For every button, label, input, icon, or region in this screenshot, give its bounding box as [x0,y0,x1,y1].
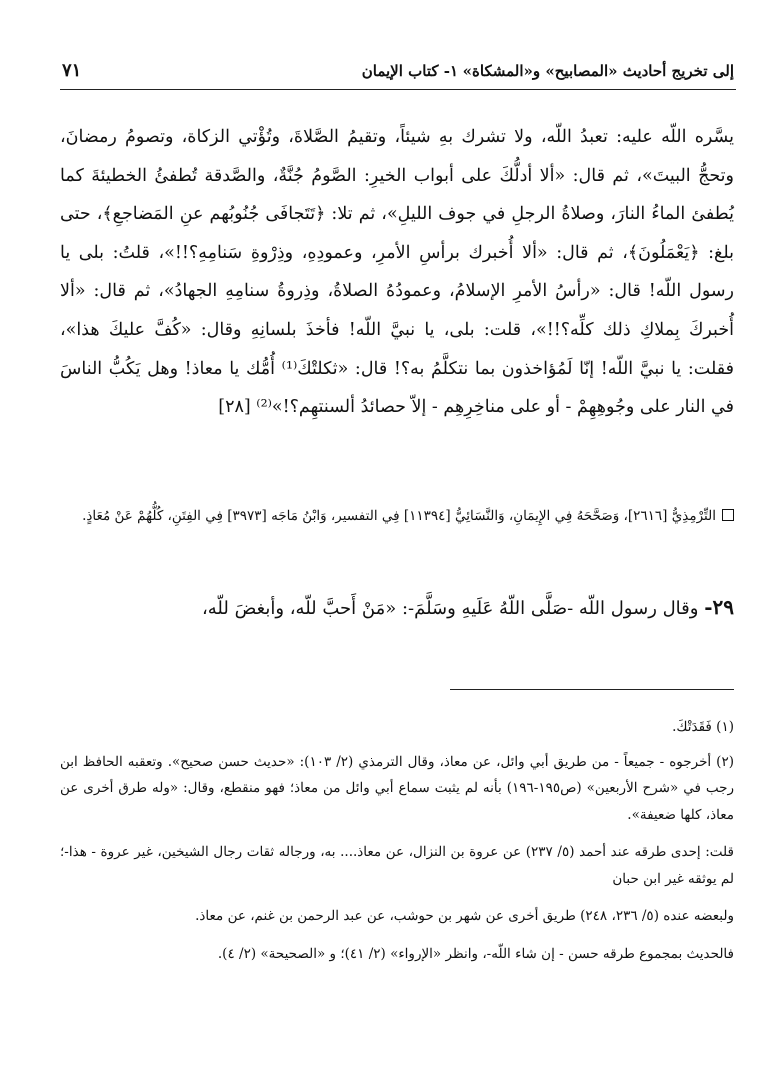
book-title: إلى تخريج أحاديث «المصابيح» و«المشكاة» [462,62,734,80]
running-header [62,60,734,86]
footnote-2-note-b: ولبعضه عنده (٥/ ٢٣٦، ٢٤٨) طريق أخرى عن شهر بن حوشب، عن عبد الرحمن بن غنم، عن معاذ. [195,908,734,924]
hadith-29 [60,590,734,626]
page-number: ٧١ [62,60,82,81]
footnote-2-note-a: قلت: إحدى طرقه عند أحمد (٥/ ٢٣٧) عن عروة بن النزال، عن معاذ.... به، ورجاله ثقات رجال الشيخين، غير عروة - هذا-؛ لم يوثقه غير ابن حبان [60,844,734,887]
main-text [60,118,734,427]
footnote-divider [450,689,734,690]
chapter-title: ١- كتاب الإيمان [361,62,458,80]
footnote-1: (١) فَقَدَتْكَ. [672,719,734,735]
source-note [60,502,734,530]
footnote-2-note-c: فالحديث بمجموع طرقه حسن - إن شاء اللّه-، وانظر «الإرواء» (٢/ ٤١)؛ و «الصحيحة» (٢/ ٤). [217,945,734,962]
source-note-text: التِّرْمِذِيُّ [٢٦١٦]، وَصَحَّحَهُ فِي الإِيمَانِ، وَالنَّسَائِيُّ [١١٣٩٤] فِي التفسير، وَابْنُ مَاجَه [٣٩٧٣] فِي الفِتَنِ، كُلُّهُمْ عَنْ مُعَاذٍ. [82,508,716,524]
footnotes [60,714,734,978]
square-bullet-icon [722,509,734,521]
hadith-number: ٢٩- [704,595,734,619]
footnote-2: (٢) أخرجوه - جميعاً - من طريق أبي وائل، عن معاذ، وقال الترمذي (٢/ ١٠٣): «حديث حسن صحيح». وتعقبه الحافظ ابن رجب في «شرح الأربعين» (ص١٩٥-١٩٦) بأنه لم يثبت سماع أبي وائل من معاذ؛ فهو منقطع، وقال: «وله طرق أخرى عن معاذ، كلها ضعيفة». [60,753,734,823]
header-divider [60,89,736,90]
hadith-29-text: وقال رسول اللّه -صَلَّى اللّهُ عَلَيهِ وسَلَّمَ-: «مَنْ أَحبَّ للّه، وأبغضَ للّه، [201,598,699,619]
hadith-28-text: يسَّره اللّه عليه: تعبدُ اللّه، ولا تشرك بهِ شيئاً، وتقيمُ الصَّلاةَ، وتُؤْتي الزكاة، وتصومُ رمضانَ، وتحجُّ البيتَ»، ثم قال: «ألا أدلُّكَ على أبواب الخيرِ: الصَّومُ جُنَّةٌ، والصَّدقة تُطفئُ الخطيئةَ كما يُطفئ الماءُ النارَ، وصلاةُ الرجلِ في جوف الليلِ»، ثم تلا: ﴿تَتَجافَى جُنُوبُهم عنِ المَضاجعِ﴾، حتى بلغ: ﴿يَعْمَلُونَ﴾، ثم قال: «ألا أُخبرك برأسِ الأمرِ، وعمودِهِ، وذِرْوةِ سَنامِهِ؟!!»، قلتُ: بلى يا رسول اللّه! قال: «رأسُ الأمرِ الإسلامُ، وعمودُهُ الصلاةُ، وذِروةُ سنامِهِ الجهادُ»، ثم قال: «ألا أُخبركَ بِملاكِ ذلك كلِّه؟!!»، قلت: بلى، يا نبيَّ اللّه! فأخذَ بلسانِهِ وقال: «كُفَّ عليكَ هذا»، فقلت: يا نبيَّ اللّه! إنّا لَمُؤاخذون بما نتكلَّمُ به؟! قال: «ثكلتْكَ⁽¹⁾ أُمُّك يا معاذ! وهل يَكُبُّ الناسَ في النار على وجُوهِهِمْ - أو على مناخِرِهِم - إلاّ حصائدُ ألسنتهِم؟!»⁽²⁾ [٢٨] [60,127,735,418]
